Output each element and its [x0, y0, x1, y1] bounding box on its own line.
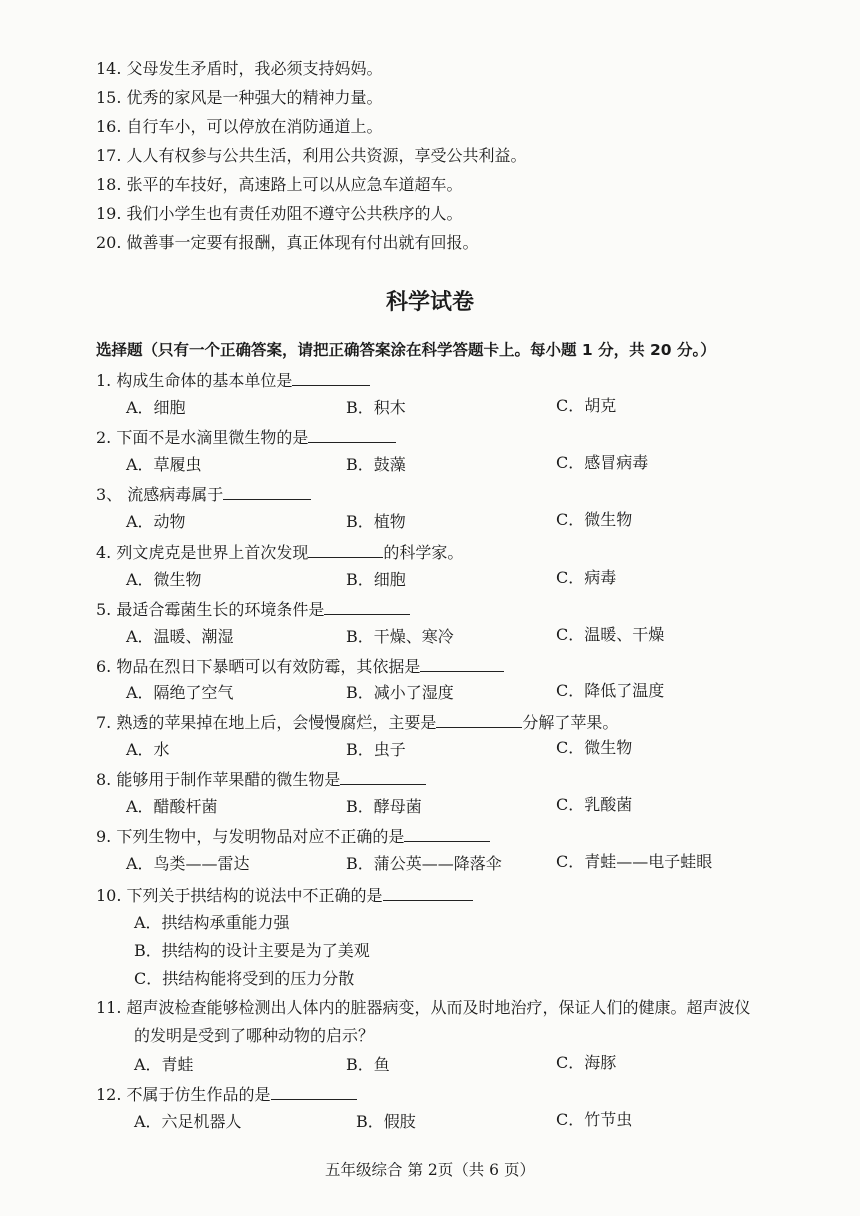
option-a: A．六足机器人: [134, 1112, 242, 1131]
option-c: C．微生物: [556, 510, 633, 529]
option-a: A．草履虫: [126, 455, 202, 474]
option-c: C．海豚: [556, 1053, 617, 1072]
question-stem: 3、 流感病毒属于: [96, 483, 311, 506]
question-stem: 12. 不属于仿生作品的是: [96, 1083, 357, 1106]
option-c: C．病毒: [556, 568, 617, 587]
question-stem: 9. 下列生物中，与发明物品对应不正确的是: [96, 825, 490, 848]
answer-blank: [292, 369, 370, 386]
option-b: B．酵母菌: [346, 797, 422, 816]
option-b: B．虫子: [346, 740, 406, 759]
ethics-item: 17. 人人有权参与公共生活，利用公共资源，享受公共利益。: [96, 146, 527, 165]
question-stem: 4. 列文虎克是世界上首次发现 的科学家。: [96, 543, 464, 562]
option-a: A．温暖、潮湿: [126, 627, 234, 646]
option-a: A．微生物: [126, 570, 202, 589]
option-a: A．青蛙: [134, 1055, 194, 1074]
option-c: C．胡克: [556, 396, 617, 415]
option-b: B．植物: [346, 512, 406, 531]
option-b: B．细胞: [346, 570, 406, 589]
option-b: B．积木: [346, 398, 406, 417]
option-c: C．青蛙——电子蛙眼: [556, 852, 713, 871]
question-stem: 8. 能够用于制作苹果醋的微生物是: [96, 768, 426, 791]
ethics-item: 15. 优秀的家风是一种强大的精神力量。: [96, 88, 383, 107]
question-stem: 2. 下面不是水滴里微生物的是: [96, 426, 396, 449]
option-a: A．鸟类——雷达: [126, 854, 250, 873]
answer-blank: [223, 483, 311, 500]
ethics-item: 18. 张平的车技好，高速路上可以从应急车道超车。: [96, 175, 463, 194]
question-stem: 11. 超声波检查能够检测出人体内的脏器病变，从而及时地治疗，保证人们的健康。超声波仪: [96, 998, 751, 1017]
ethics-item: 19. 我们小学生也有责任劝阻不遵守公共秩序的人。: [96, 204, 463, 223]
option-b: B．鼓藻: [346, 455, 406, 474]
page-footer: 五年级综合 第 2页（共 6 页）: [325, 1161, 535, 1179]
section-title: 科学试卷: [385, 290, 474, 315]
answer-blank: [308, 541, 383, 558]
option-b: B．鱼: [346, 1055, 390, 1074]
option-a: A．动物: [126, 512, 186, 531]
option-a: A．拱结构承重能力强: [134, 913, 290, 932]
answer-blank: [271, 1083, 357, 1100]
answer-blank: [340, 768, 426, 785]
option-c: C．降低了温度: [556, 681, 665, 700]
option-c: C．竹节虫: [556, 1110, 633, 1129]
question-stem: 6. 物品在烈日下暴晒可以有效防霉，其依据是: [96, 655, 504, 678]
instructions: 选择题（只有一个正确答案，请把正确答案涂在科学答题卡上。每小题 1 分，共 20 分。）: [96, 341, 716, 359]
option-c: C．拱结构能将受到的压力分散: [134, 969, 355, 988]
option-b: B．拱结构的设计主要是为了美观: [134, 941, 370, 960]
option-a: A．水: [126, 740, 170, 759]
ethics-item: 20. 做善事一定要有报酬，真正体现有付出就有回报。: [96, 233, 479, 252]
option-b: B．蒲公英——降落伞: [346, 854, 502, 873]
answer-blank: [404, 825, 490, 842]
option-a: A．醋酸杆菌: [126, 797, 218, 816]
question-stem: 7. 熟透的苹果掉在地上后，会慢慢腐烂，主要是 分解了苹果。: [96, 713, 619, 732]
option-c: C．微生物: [556, 738, 633, 757]
option-a: A．细胞: [126, 398, 186, 417]
option-c: C．感冒病毒: [556, 453, 649, 472]
answer-blank: [324, 598, 410, 615]
option-c: C．温暖、干燥: [556, 625, 665, 644]
option-c: C．乳酸菌: [556, 795, 633, 814]
answer-blank: [420, 655, 504, 672]
question-stem: 5. 最适合霉菌生长的环境条件是: [96, 598, 410, 621]
ethics-item: 14. 父母发生矛盾时，我必须支持妈妈。: [96, 59, 383, 78]
option-b: B．干燥、寒冷: [346, 627, 454, 646]
ethics-item: 16. 自行车小，可以停放在消防通道上。: [96, 117, 383, 136]
question-stem: 10. 下列关于拱结构的说法中不正确的是: [96, 884, 473, 907]
option-a: A．隔绝了空气: [126, 683, 234, 702]
answer-blank: [436, 711, 522, 728]
question-stem: 1. 构成生命体的基本单位是: [96, 369, 370, 392]
answer-blank: [308, 426, 396, 443]
option-b: B．减小了湿度: [346, 683, 454, 702]
question-stem-continued: 的发明是受到了哪种动物的启示？: [134, 1026, 375, 1045]
answer-blank: [383, 884, 473, 901]
option-b: B．假肢: [356, 1112, 416, 1131]
